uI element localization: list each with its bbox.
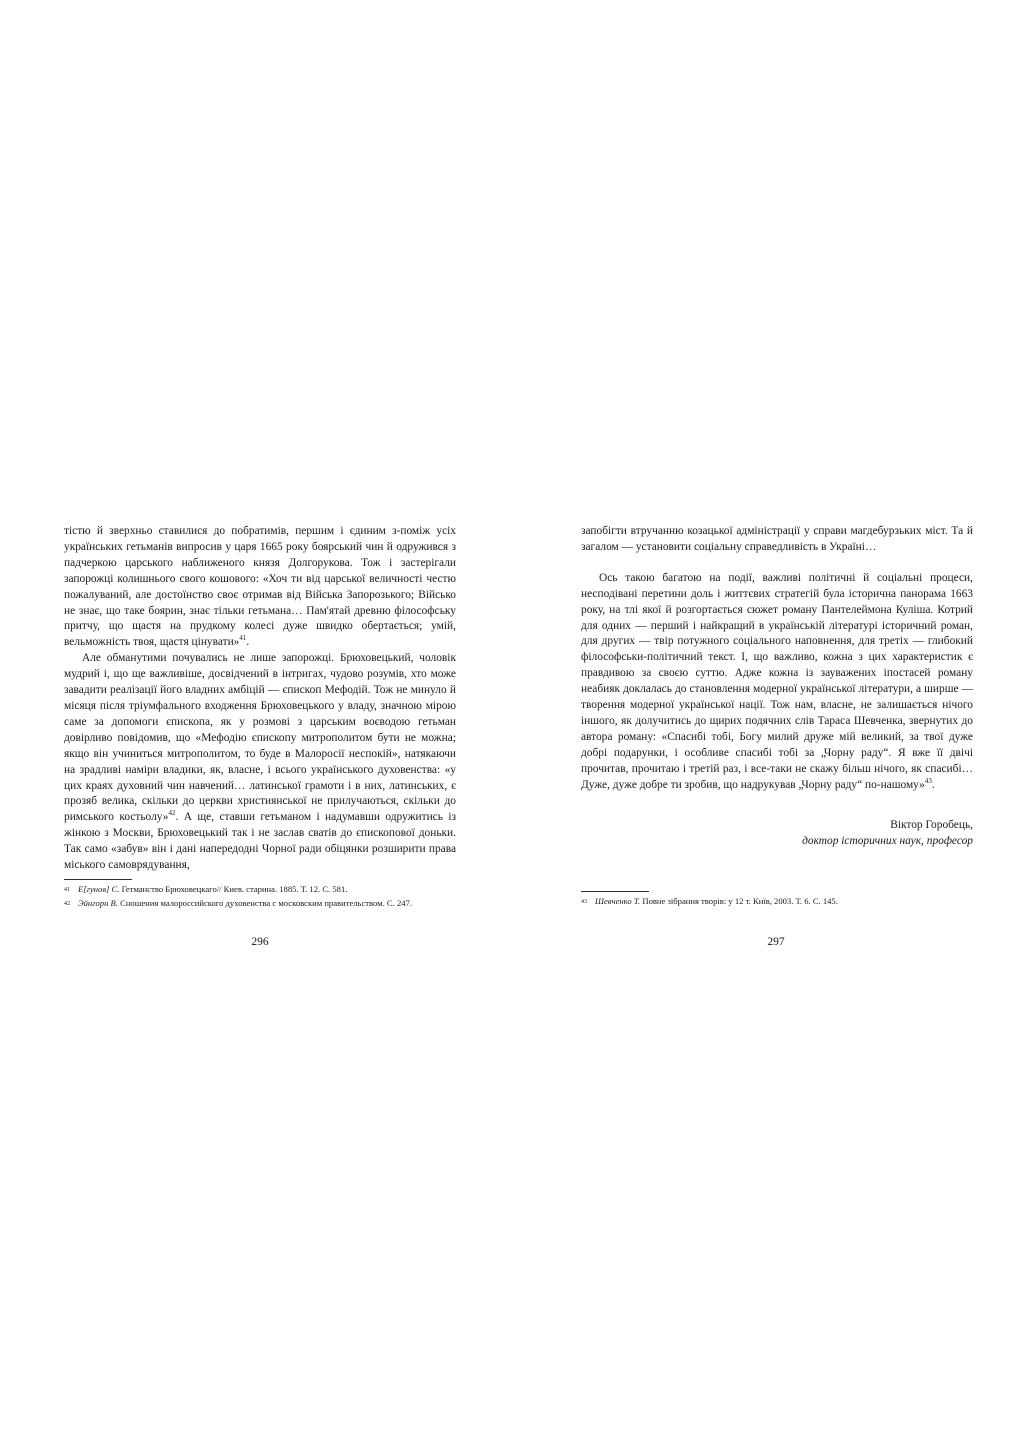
author-affiliation: доктор історичних наук, професор <box>802 834 973 847</box>
right-footnotes <box>581 891 973 909</box>
page-number-left: 296 <box>251 936 269 948</box>
author-name: Віктор Горобець, <box>890 818 973 831</box>
footnote-number: 43 <box>581 899 587 905</box>
paragraph-1 <box>64 524 456 651</box>
paragraph-text: тістю й зверхньо ставилися до побратимів, першим і єдиним з-поміж усіх українських гетьманів випросив у царя 1665 року боярський чин й одружився з падчеркою царського наближеного князя Долгорукова. Тож і застерігали запорожці колишнього свого кошового: «Хоч ти від царської величності честю пожалуваний, але достоїнство своє отримав від Війська Запорозького; Військо не знає, що таке боярин, знає тільки гетьмана… Пам'ятай древню філософську притчу, що щастя на прудкому колесі дуже швидко обертається; умій, вельможність твоя, щастя цінувати» <box>64 525 456 649</box>
paragraph-text-tail: . А ще, ставши гетьманом і надумавши одружитись із жінкою з Москви, Брюховецький так і не заслав сватів до єпископової доньки. Так само «забув» він і дані напередодні Чорної ради обіцянки розширити права міського самоврядування, <box>64 811 456 872</box>
footnote-source: Гетманство Брюховецкаго// Киев. старина. 1885. Т. 12. С. 581. <box>119 884 348 894</box>
paragraph-text: Ось такою багатою на події, важливі політичні й соціальні процеси, несподівані перетини доль і життєвих стратегій була історична панорама 1663 року, на тлі якої й розгортається сюжет роману Пантелеймона Куліша. Котрий для одних — перший і найкращий в українській літературі історичний роман, для других — твір потужного соціального наповнення, для третіх — глибокий філософськи-політичний текст. І, що важливо, кожна з цих характеристик є правдивою за своєю суттю. Адже кожна із зауважених іпостасей роману неабияк доклалась до становлення модерної української літератури, а ширше — творення модерної української нації. Тож нам, власне, не залишається нічого іншого, як долучитись до щирих подячних слів Тараса Шевченка, звернутих до автора роману: «Спасибі тобі, Богу милий друже мій великий, за твої дуже добрі подарунки, і особливе спасибі тобі за „Чорну раду“. Я вже її двічі прочитав, прочитаю і третій раз, і все-таки не скажу більш нічого, як спасибі… Дуже, дуже добре ти зробив, що надрукував „Чорну раду“ по-нашому» <box>581 571 973 791</box>
footnote-43 <box>581 895 973 909</box>
right-page <box>581 524 973 849</box>
footnote-author: Шевченко Т. <box>595 896 641 906</box>
footnote-text <box>595 895 838 909</box>
footnote-divider <box>581 891 649 892</box>
left-footnotes <box>64 879 456 911</box>
footnote-author: Эйнгорн В. <box>78 898 118 908</box>
footnote-ref-41[interactable]: 41 <box>239 634 247 643</box>
footnote-number: 42 <box>64 901 70 907</box>
page-number-right: 297 <box>767 936 785 948</box>
left-page <box>64 524 456 874</box>
footnote-source: Повне зібрання творів: у 12 т. Київ, 2003. Т. 6. С. 145. <box>640 896 838 906</box>
right-page-body <box>581 524 973 794</box>
paragraph-4 <box>581 571 973 794</box>
footnote-source: Сношения малороссийского духовенства с московским правительством. С. 247. <box>117 898 412 908</box>
left-page-body <box>64 524 456 874</box>
paragraph-2 <box>64 651 456 874</box>
paragraph-3 <box>581 524 973 556</box>
footnote-divider <box>64 879 132 880</box>
paragraph-text: запобігти втручанню козацької адміністрації у справи магдебурзьких міст. Та й загалом — установити соціальну справедливість в Україні… <box>581 525 973 553</box>
footnote-ref-42[interactable]: 42 <box>168 809 176 818</box>
footnote-ref-43[interactable]: 43 <box>924 776 932 785</box>
paragraph-text-tail: . <box>246 636 250 649</box>
footnote-42 <box>64 897 456 911</box>
paragraph-text-tail: . <box>931 778 935 791</box>
footnote-text <box>78 897 412 911</box>
paragraph-text: Але обманутими почувались не лише запорожці. Брюховецький, чоловік мудрий і, що ще важливіше, досвідчений в інтригах, чудово розумів, хто може завадити реалізації його владних амбіцій — єпископ Мефодій. Тож не минуло й місяця після тріумфального входження Брюховецького у владу, значною мірою саме за допомоги єпископа, як у розмові з царським воєводою гетьман довірливо повідомив, що «Мефодію єпископу митрополитом бути не можна; якщо він учиниться митрополитом, то буде в Малоросії неспокій», натякаючи на зрадливі наміри владики, як, власне, і всього українського духовенства: «у цих краях духовний чин навчений… латинської грамоти і в них, латинських, є прозяб велика, скільки до церкви християнської не прилучаються, скільки до римського костьолу» <box>64 652 456 824</box>
footnote-41 <box>64 883 456 897</box>
footnote-number: 41 <box>64 887 70 893</box>
footnote-text <box>78 883 347 897</box>
signature <box>581 817 973 849</box>
footnote-author: Е[гунов] С. <box>78 884 120 894</box>
